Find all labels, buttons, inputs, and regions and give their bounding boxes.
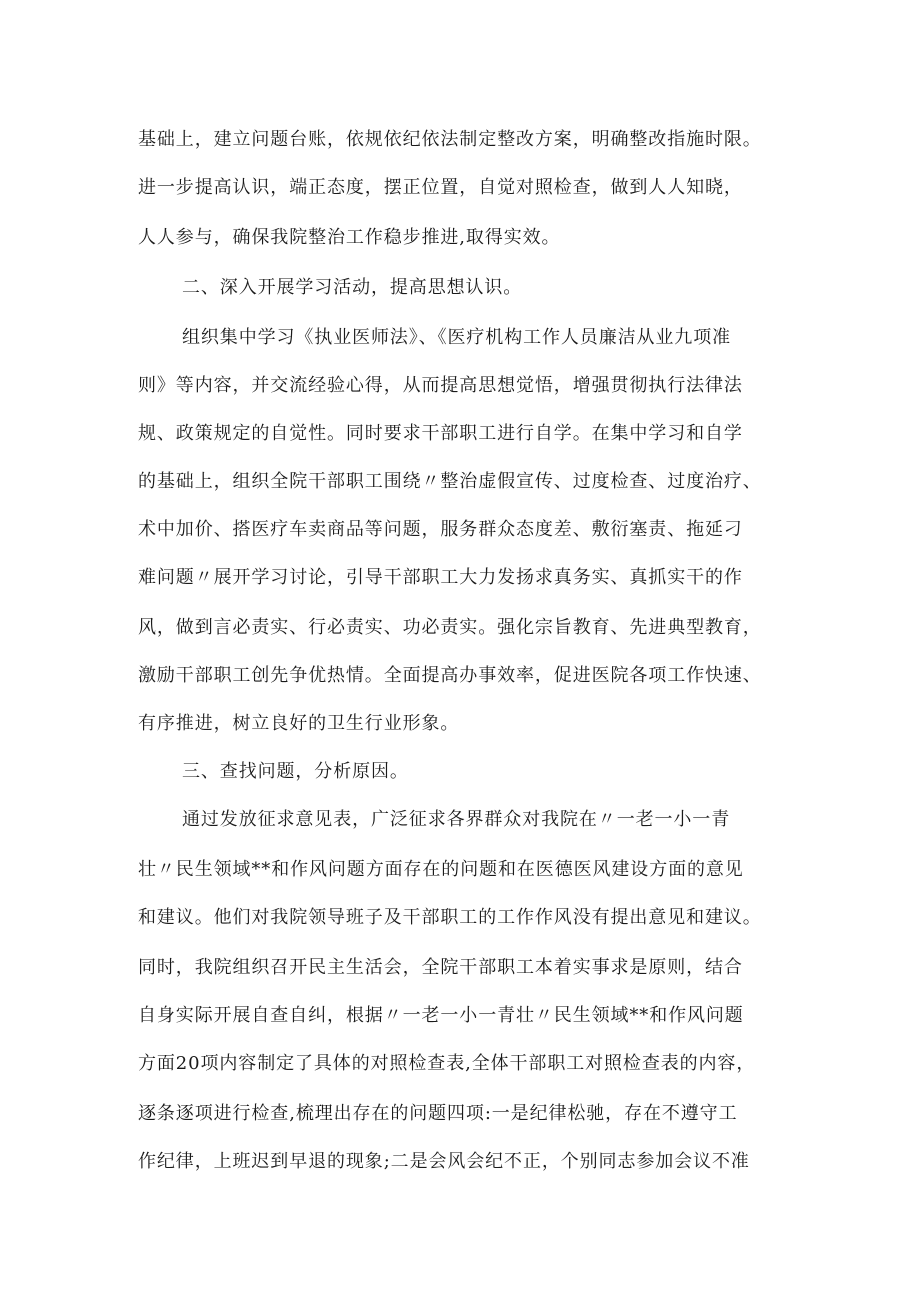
paragraph-line: 人人参与，确保我院整治工作稳步推进,取得实效。 <box>138 227 561 248</box>
paragraph-line: 的基础上，组织全院干部职工围绕〃整治虚假宣传、过度检查、过度治疗、 <box>138 471 762 492</box>
paragraph-line: 方面20项内容制定了具体的对照检查表,全体干部职工对照检查表的内容， <box>138 1053 756 1074</box>
paragraph-line: 基础上，建立问题台账，依规依纪依法制定整改方案，明确整改指施时限。 <box>138 129 762 150</box>
paragraph-line: 逐条逐项进行检查,梳理出存在的问题四项:一是纪律松驰，存在不遵守工 <box>138 1103 738 1124</box>
paragraph-line: 有序推进，树立良好的卫生行业形象。 <box>138 713 460 734</box>
paragraph-line: 自身实际开展自查自纠，根据〃一老一小一青壮〃民生领域**和作风问题 <box>138 1005 744 1026</box>
paragraph-line: 同时，我院组织召开民主生活会，全院干部职工本着实事求是原则，结合 <box>138 957 743 978</box>
section-heading: 二、深入开展学习活动，提高思想认识。 <box>182 277 523 298</box>
paragraph-line: 组织集中学习《执业医师法》、《医疗机构工作人员廉洁从业九项准 <box>182 327 731 348</box>
paragraph-line: 和建议。他们对我院领导班子及干部职工的工作作风没有提出意见和建议。 <box>138 907 762 928</box>
paragraph-line: 壮〃民生领域**和作风问题方面存在的问题和在医德医风建设方面的意见 <box>138 859 744 880</box>
paragraph-line: 激励干部职工创先争优热情。全面提高办事效率，促进医院各项工作快速、 <box>138 665 762 686</box>
paragraph-line: 则》等内容，并交流经验心得，从而提高思想觉悟，增强贯彻执行法律法 <box>138 375 743 396</box>
paragraph-line: 术中加价、搭医疗车卖商品等问题，服务群众态度差、敷衍塞责、拖延刁 <box>138 519 743 540</box>
paragraph-line: 风，做到言必责实、行必责实、功必责实。强化宗旨教育、先进典型教育， <box>138 617 762 638</box>
paragraph-line: 难问题〃展开学习讨论，引导干部职工大力发扬求真务实、真抓实干的作 <box>138 567 743 588</box>
paragraph-line: 进一步提高认识，端正态度，摆正位置，自觉对照检查，做到人人知晓， <box>138 177 743 198</box>
paragraph-line: 通过发放征求意见表，广泛征求各界群众对我院在〃一老一小一青 <box>182 809 731 830</box>
section-heading: 三、查找问题，分析原因。 <box>182 761 409 782</box>
paragraph-line: 作纪律，上班迟到早退的现象;二是会风会纪不正，个别同志参加会议不准 <box>138 1151 750 1172</box>
paragraph-line: 规、政策规定的自觉性。同时要求干部职工进行自学。在集中学习和自学 <box>138 423 743 444</box>
